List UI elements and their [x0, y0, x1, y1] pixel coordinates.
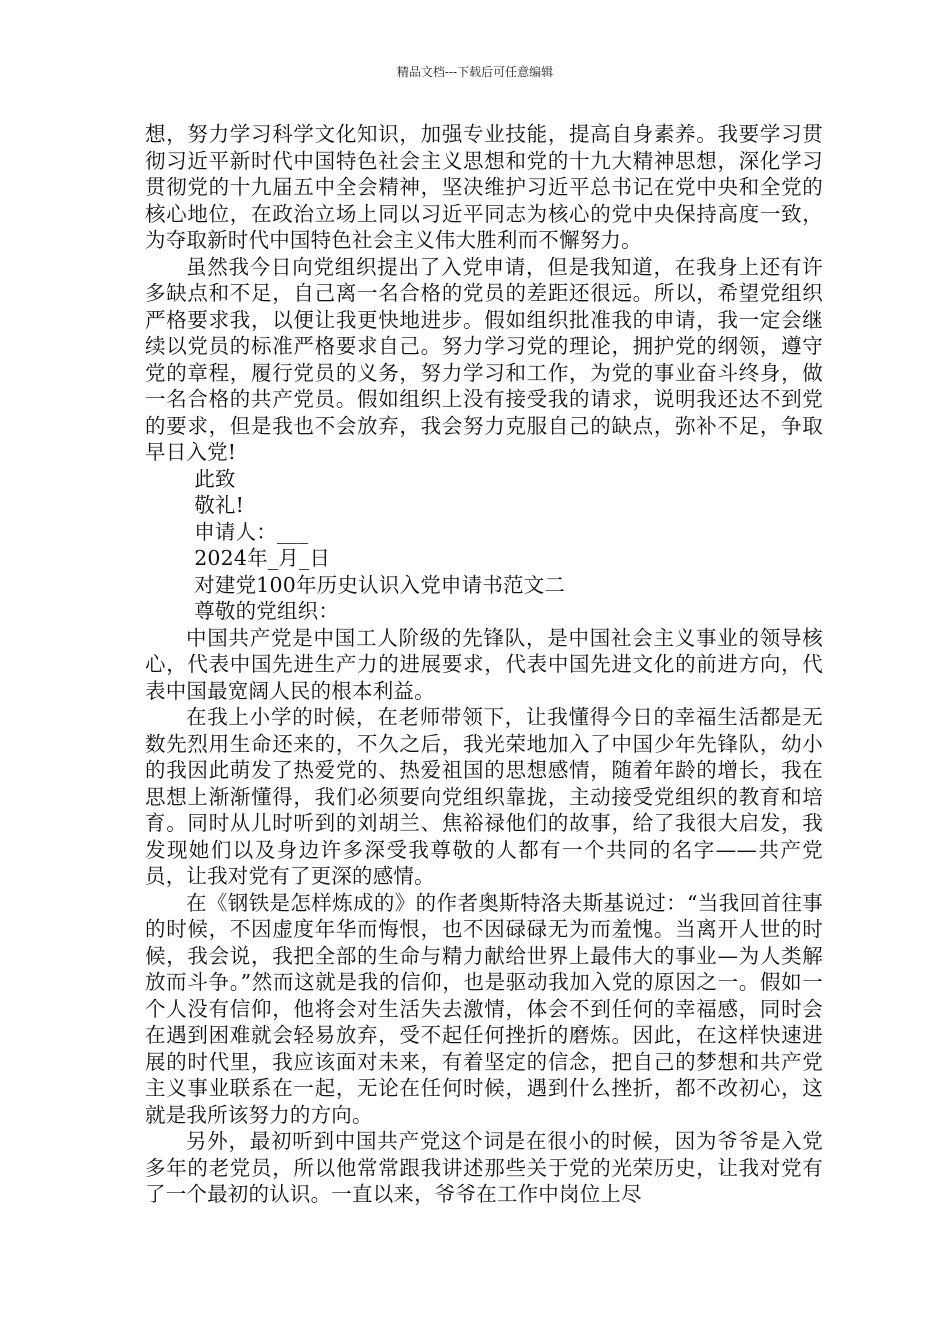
page-header: 精品文档---下载后可任意编辑 [396, 65, 554, 79]
paragraph: 虽然我今日向党组织提出了入党申请，但是我知道，在我身上还有许多缺点和不足，自己离一名合格的党员的差距还很远。所以，希望党组织严格要求我，以便让我更快地进步。假如组织批准我的申请，我一定会继续以党员的标准严格要求自己。努力学习党的理论，拥护党的纲领，遵守党的章程，履行党员的义务，努力学习和工作，为党的事业奋斗终身，做一名合格的共产党员。假如组织上没有接受我的请求，说明我还达不到党的要求，但是我也不会放弃，我会努力克服自己的缺点，弥补不足，争取早日入党! [145, 254, 823, 464]
applicant-signature-line: 申请人：___ [194, 519, 309, 544]
paragraph: 另外，最初听到中国共产党这个词是在很小的时候，因为爷爷是入党多年的老党员，所以他常常跟我讲述那些关于党的光荣历史，让我对党有了一个最初的认识。一直以来，爷爷在工作中岗位上尽 [145, 1129, 823, 1206]
letter-greeting: 尊敬的党组织： [194, 599, 340, 623]
closing-salutation: 此致 [194, 466, 236, 491]
paragraph: 中国共产党是中国工人阶级的先锋队，是中国社会主义事业的领导核心，代表中国先进生产力的进展要求，代表中国先进文化的前进方向，代表中国最宽阔人民的根本利益。 [145, 625, 823, 703]
section-title: 对建党100年历史认识入党申请书范文二 [194, 572, 566, 597]
paragraph: 在我上小学的时候，在老师带领下，让我懂得今日的幸福生活都是无数先烈用生命还来的，不久之后，我光荣地加入了中国少年先锋队，幼小的我因此萌发了热爱党的、热爱祖国的思想感情，随着年龄的增长，我在思想上渐渐懂得，我们必须要向党组织靠拢，主动接受党组织的教育和培育。同时从儿时听到的刘胡兰、焦裕禄他们的故事，给了我很大启发，我发现她们以及身边许多深受我尊敬的人都有一个共同的名字——共产党员，让我对党有了更深的感情。 [145, 705, 823, 888]
date-line: 2024年_月_日 [194, 546, 331, 570]
paragraph-continuation: 想，努力学习科学文化知识，加强专业技能，提高自身素养。我要学习贯彻习近平新时代中国特色社会主义思想和党的十九大精神思想，深化学习贯彻党的十九届五中全会精神，坚决维护习近平总书记在党中央和全党的核心地位，在政治立场上同以习近平同志为核心的党中央保持高度一致，为夺取新时代中国特色社会主义伟大胜利而不懈努力。 [145, 122, 823, 252]
closing-regards: 敬礼! [194, 493, 245, 517]
paragraph: 在《钢铁是怎样炼成的》的作者奥斯特洛夫斯基说过：“当我回首往事的时候，不因虚度年华而悔恨，也不因碌碌无为而羞愧。当离开人世的时候，我会说，我把全部的生命与精力献给世界上最伟大的事业—为人类解放而斗争。”然而这就是我的信仰，也是驱动我加入党的原因之一。假如一个人没有信仰，他将会对生活失去激情，体会不到任何的幸福感，同时会在遇到困难就会轻易放弃，受不起任何挫折的磨炼。因此，在这样快速进展的时代里，我应该面对未来，有着坚定的信念，把自己的梦想和共产党主义事业联系在一起，无论在任何时候，遇到什么挫折，都不改初心，这就是我所该努力的方向。 [145, 890, 823, 1127]
document-body [145, 121, 823, 1208]
